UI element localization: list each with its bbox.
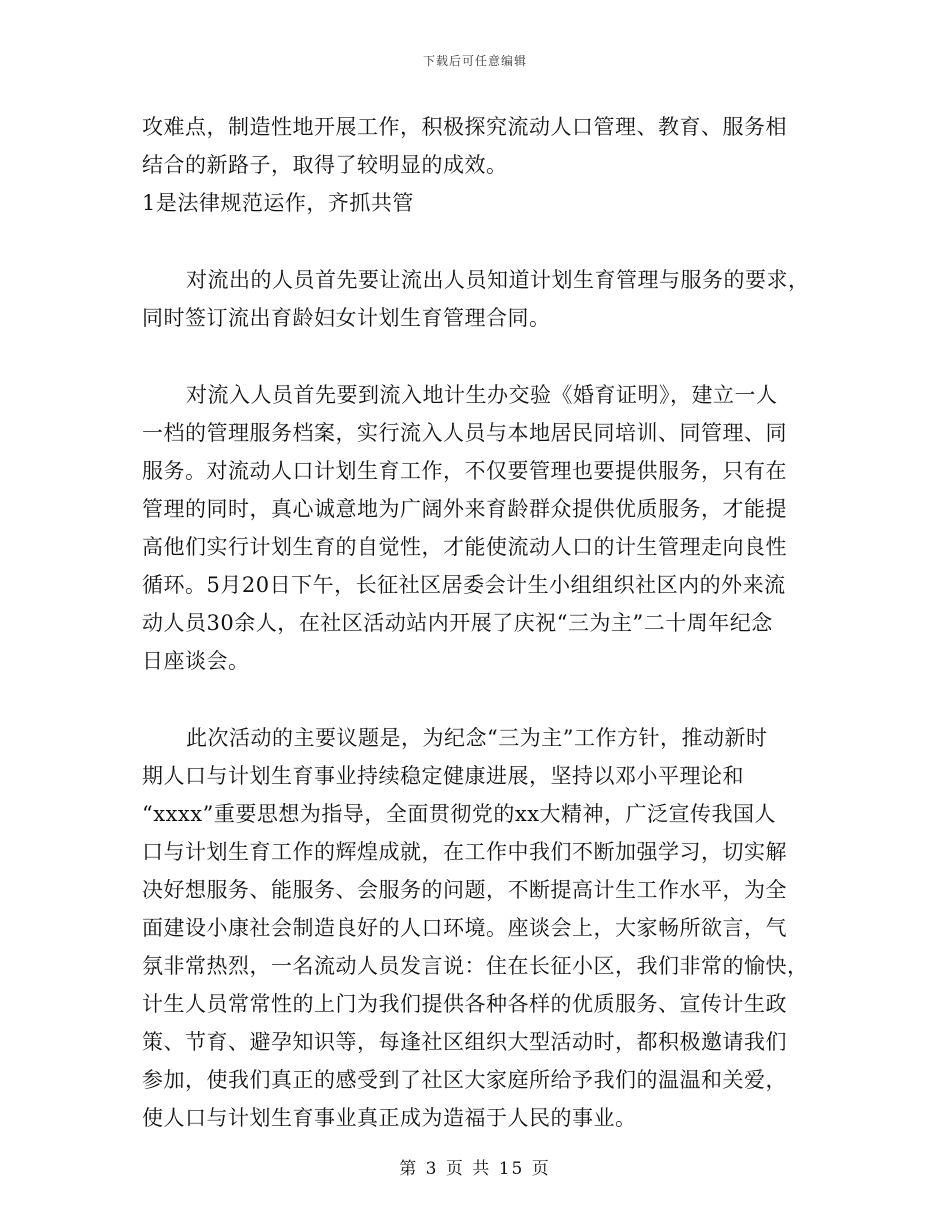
body-line: 同时签订流出育龄妇女计划生育管理合同。: [142, 306, 551, 330]
body-line: 服务。对流动人口计划生育工作，不仅要管理也要提供服务，只有在: [142, 459, 787, 483]
document-body: [142, 108, 812, 1137]
body-line: 攻难点，制造性地开展工作，积极探究流动人口管理、教育、服务相: [142, 115, 787, 139]
body-line: 策、节育、避孕知识等，每逢社区组织大型活动时，都积极邀请我们: [142, 1030, 787, 1054]
body-line: 面建设小康社会制造良好的人口环境。座谈会上，大家畅所欲言，气: [142, 916, 787, 940]
body-line: 使人口与计划生育事业真正成为造福于人民的事业。: [142, 1106, 637, 1130]
body-line: 对流出的人员首先要让流出人员知道计划生育管理与服务的要求，: [186, 268, 810, 292]
body-line: 日座谈会。: [142, 649, 250, 673]
section-heading: 1是法律规范运作，齐抓共管: [142, 191, 414, 215]
paragraph-spacer: [142, 222, 812, 261]
body-line: 决好想服务、能服务、会服务的问题，不断提高计生工作水平，为全: [142, 878, 787, 902]
body-line: 动人员30余人，在社区活动站内开展了庆祝“三为主”二十周年纪念: [142, 611, 773, 635]
body-line: 管理的同时，真心诚意地为广阔外来育龄群众提供优质服务，才能提: [142, 497, 787, 521]
body-line: “xxxx”重要思想为指导，全面贯彻党的xx大精神，广泛宣传我国人: [142, 802, 777, 826]
page-footer: 第 3 页 共 15 页: [399, 1159, 551, 1179]
paragraph-spacer: [142, 337, 812, 376]
body-line: 循环。5月20日下午，长征社区居委会计生小组组织社区内的外来流: [142, 573, 786, 597]
body-line: 高他们实行计划生育的自觉性，才能使流动人口的计生管理走向良性: [142, 535, 787, 559]
page-header: 下载后可任意编辑: [422, 54, 527, 68]
body-line: 期人口与计划生育事业持续稳定健康进展，坚持以邓小平理论和: [142, 764, 744, 788]
body-line: 参加，使我们真正的感受到了社区大家庭所给予我们的温温和关爱，: [142, 1068, 787, 1092]
body-line: 一档的管理服务档案，实行流入人员与本地居民同培训、同管理、同: [142, 421, 787, 445]
body-line: 氛非常热烈，一名流动人员发言说：住在长征小区，我们非常的愉快，: [142, 954, 809, 978]
body-line: 对流入人员首先要到流入地计生办交验《婚育证明》，建立一人: [186, 383, 778, 407]
paragraph-spacer: [142, 680, 812, 719]
body-line: 口与计划生育工作的辉煌成就，在工作中我们不断加强学习，切实解: [142, 840, 787, 864]
body-line: 此次活动的主要议题是，为纪念“三为主”工作方针，推动新时: [186, 726, 768, 750]
body-line: 计生人员常常性的上门为我们提供各种各样的优质服务、宣传计生政: [142, 992, 787, 1016]
body-line: 结合的新路子，取得了较明显的成效。: [142, 153, 508, 177]
